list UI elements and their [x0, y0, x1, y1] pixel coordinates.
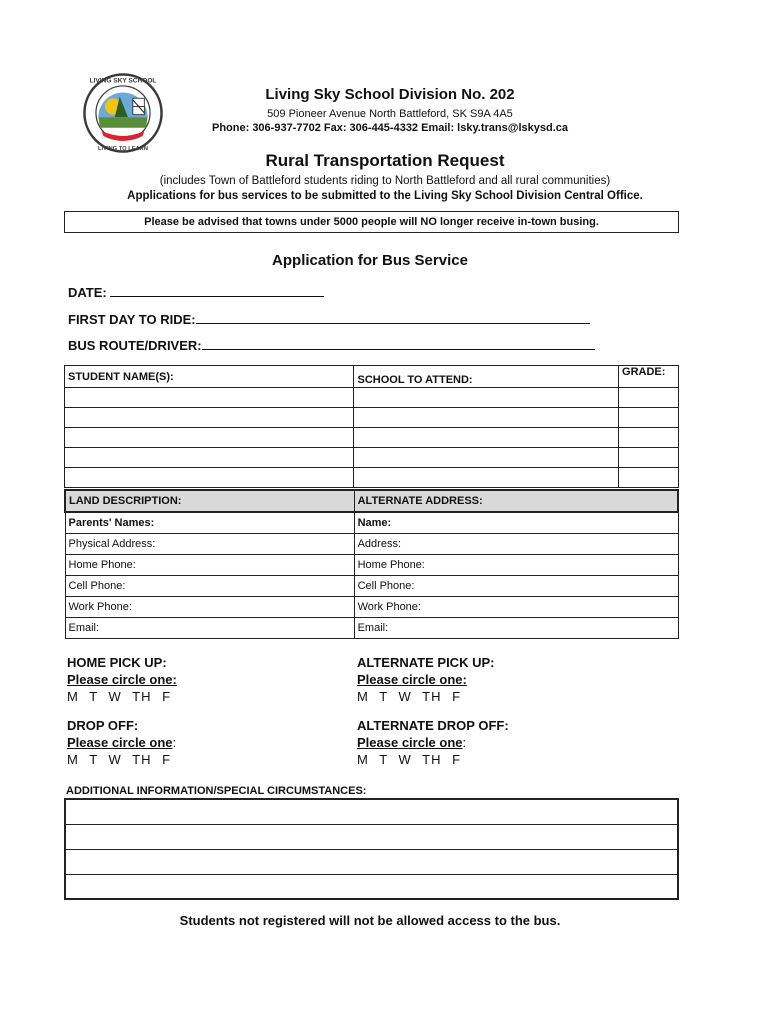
- students-header-row: [65, 366, 679, 388]
- alt-email-cell[interactable]: Email:: [354, 617, 678, 638]
- work-phone-row: [65, 596, 678, 617]
- school-cell[interactable]: [354, 408, 619, 428]
- parents-names-cell[interactable]: Parents' Names:: [65, 512, 354, 533]
- student-name-cell[interactable]: [65, 408, 354, 428]
- cell-phone-row: [65, 575, 678, 596]
- school-cell[interactable]: [354, 468, 619, 488]
- alt-drop-off-label: ALTERNATE DROP OFF:: [357, 718, 509, 733]
- division-address: 509 Pioneer Avenue North Battleford, SK S9A 4A5: [267, 108, 513, 120]
- grade-cell[interactable]: [619, 448, 679, 468]
- additional-info-table: [64, 798, 679, 900]
- additional-info-row: [65, 874, 678, 899]
- alt-drop-off-colon: :: [462, 735, 467, 750]
- drop-off-days[interactable]: M T W TH F: [67, 752, 172, 767]
- grade-cell[interactable]: [619, 408, 679, 428]
- grade-header: GRADE:: [619, 366, 679, 388]
- grade-cell[interactable]: [619, 388, 679, 408]
- grade-cell[interactable]: [619, 468, 679, 488]
- parents-table: [64, 489, 679, 639]
- student-row: [65, 428, 679, 448]
- additional-info-cell[interactable]: [65, 824, 678, 849]
- alternate-address-header: ALTERNATE ADDRESS:: [354, 490, 678, 512]
- student-name-cell[interactable]: [65, 388, 354, 408]
- alt-pickup-block: [357, 654, 580, 705]
- drop-off-block: [67, 717, 176, 768]
- drop-off-circle-note: Please circle one: [67, 735, 173, 750]
- alt-pickup-label: ALTERNATE PICK UP:: [357, 655, 495, 670]
- first-day-field[interactable]: [68, 312, 590, 327]
- student-row: [65, 408, 679, 428]
- bus-route-field[interactable]: [68, 338, 595, 353]
- bus-route-label: BUS ROUTE/DRIVER:: [68, 338, 202, 353]
- section-title: Application for Bus Service: [272, 252, 468, 269]
- home-pickup-block: [67, 654, 294, 705]
- alt-drop-off-circle-note: Please circle one: [357, 735, 463, 750]
- date-field[interactable]: [68, 285, 324, 300]
- first-day-label: FIRST DAY TO RIDE:: [68, 312, 196, 327]
- alt-work-phone-cell[interactable]: Work Phone:: [354, 596, 678, 617]
- cell-phone-cell[interactable]: Cell Phone:: [65, 575, 354, 596]
- additional-info-row: [65, 824, 678, 849]
- drop-off-label: DROP OFF:: [67, 718, 139, 733]
- additional-info-label: ADDITIONAL INFORMATION/SPECIAL CIRCUMSTANCES:: [66, 785, 367, 797]
- student-row: [65, 468, 679, 488]
- home-pickup-circle-note: Please circle one:: [67, 672, 177, 687]
- additional-info-row: [65, 849, 678, 874]
- alt-drop-off-block: [357, 717, 509, 768]
- footer-note: Students not registered will not be allowed access to the bus.: [179, 913, 561, 928]
- alt-home-phone-cell[interactable]: Home Phone:: [354, 554, 678, 575]
- first-day-input-line[interactable]: [196, 312, 590, 324]
- notice-box: Please be advised that towns under 5000 people will NO longer receive in-town busing.: [64, 211, 679, 233]
- home-phone-cell[interactable]: Home Phone:: [65, 554, 354, 575]
- student-name-cell[interactable]: [65, 468, 354, 488]
- students-table: [64, 365, 679, 488]
- school-header: SCHOOL TO ATTEND:: [354, 366, 619, 388]
- student-name-cell[interactable]: [65, 428, 354, 448]
- date-input-line[interactable]: [110, 285, 324, 297]
- grade-cell[interactable]: [619, 428, 679, 448]
- alt-name-cell[interactable]: Name:: [354, 512, 678, 533]
- seal-motto: LIVING TO LEARN: [98, 145, 148, 152]
- additional-info-cell[interactable]: [65, 874, 678, 899]
- student-row: [65, 388, 679, 408]
- home-phone-row: [65, 554, 678, 575]
- seal-ring-text: LIVING SKY SCHOOL: [89, 77, 157, 85]
- physical-address-row: [65, 533, 678, 554]
- alt-pickup-circle-note: Please circle one:: [357, 672, 467, 687]
- home-pickup-label: HOME PICK UP:: [67, 655, 167, 670]
- bus-route-input-line[interactable]: [202, 338, 595, 350]
- parents-header-row: [65, 490, 678, 512]
- date-label: DATE:: [68, 285, 107, 300]
- division-name: Living Sky School Division No. 202: [265, 86, 515, 103]
- additional-info-row: [65, 799, 678, 824]
- applications-note: Applications for bus services to be submitted to the Living Sky School Division Central Office.: [127, 190, 643, 202]
- alt-cell-phone-cell[interactable]: Cell Phone:: [354, 575, 678, 596]
- email-cell[interactable]: Email:: [65, 617, 354, 638]
- student-row: [65, 448, 679, 468]
- alt-drop-off-days[interactable]: M T W TH F: [357, 752, 462, 767]
- school-cell[interactable]: [354, 428, 619, 448]
- physical-address-cell[interactable]: Physical Address:: [65, 533, 354, 554]
- document-subtitle: (includes Town of Battleford students riding to North Battleford and all rural communities): [159, 175, 611, 187]
- document-title: Rural Transportation Request: [265, 151, 505, 170]
- alt-address-cell[interactable]: Address:: [354, 533, 678, 554]
- student-name-cell[interactable]: [65, 448, 354, 468]
- land-description-header: LAND DESCRIPTION:: [65, 490, 354, 512]
- division-contact: Phone: 306-937-7702 Fax: 306-445-4332 Email: lsky.trans@lskysd.ca: [211, 122, 568, 134]
- school-cell[interactable]: [354, 448, 619, 468]
- student-names-header: STUDENT NAME(S):: [65, 366, 354, 388]
- email-row: [65, 617, 678, 638]
- additional-info-cell[interactable]: [65, 799, 678, 824]
- drop-off-colon: :: [172, 735, 177, 750]
- additional-info-cell[interactable]: [65, 849, 678, 874]
- parents-names-row: [65, 512, 678, 533]
- work-phone-cell[interactable]: Work Phone:: [65, 596, 354, 617]
- home-pickup-days[interactable]: M T W TH F: [67, 689, 172, 704]
- school-cell[interactable]: [354, 388, 619, 408]
- alt-pickup-days[interactable]: M T W TH F: [357, 689, 462, 704]
